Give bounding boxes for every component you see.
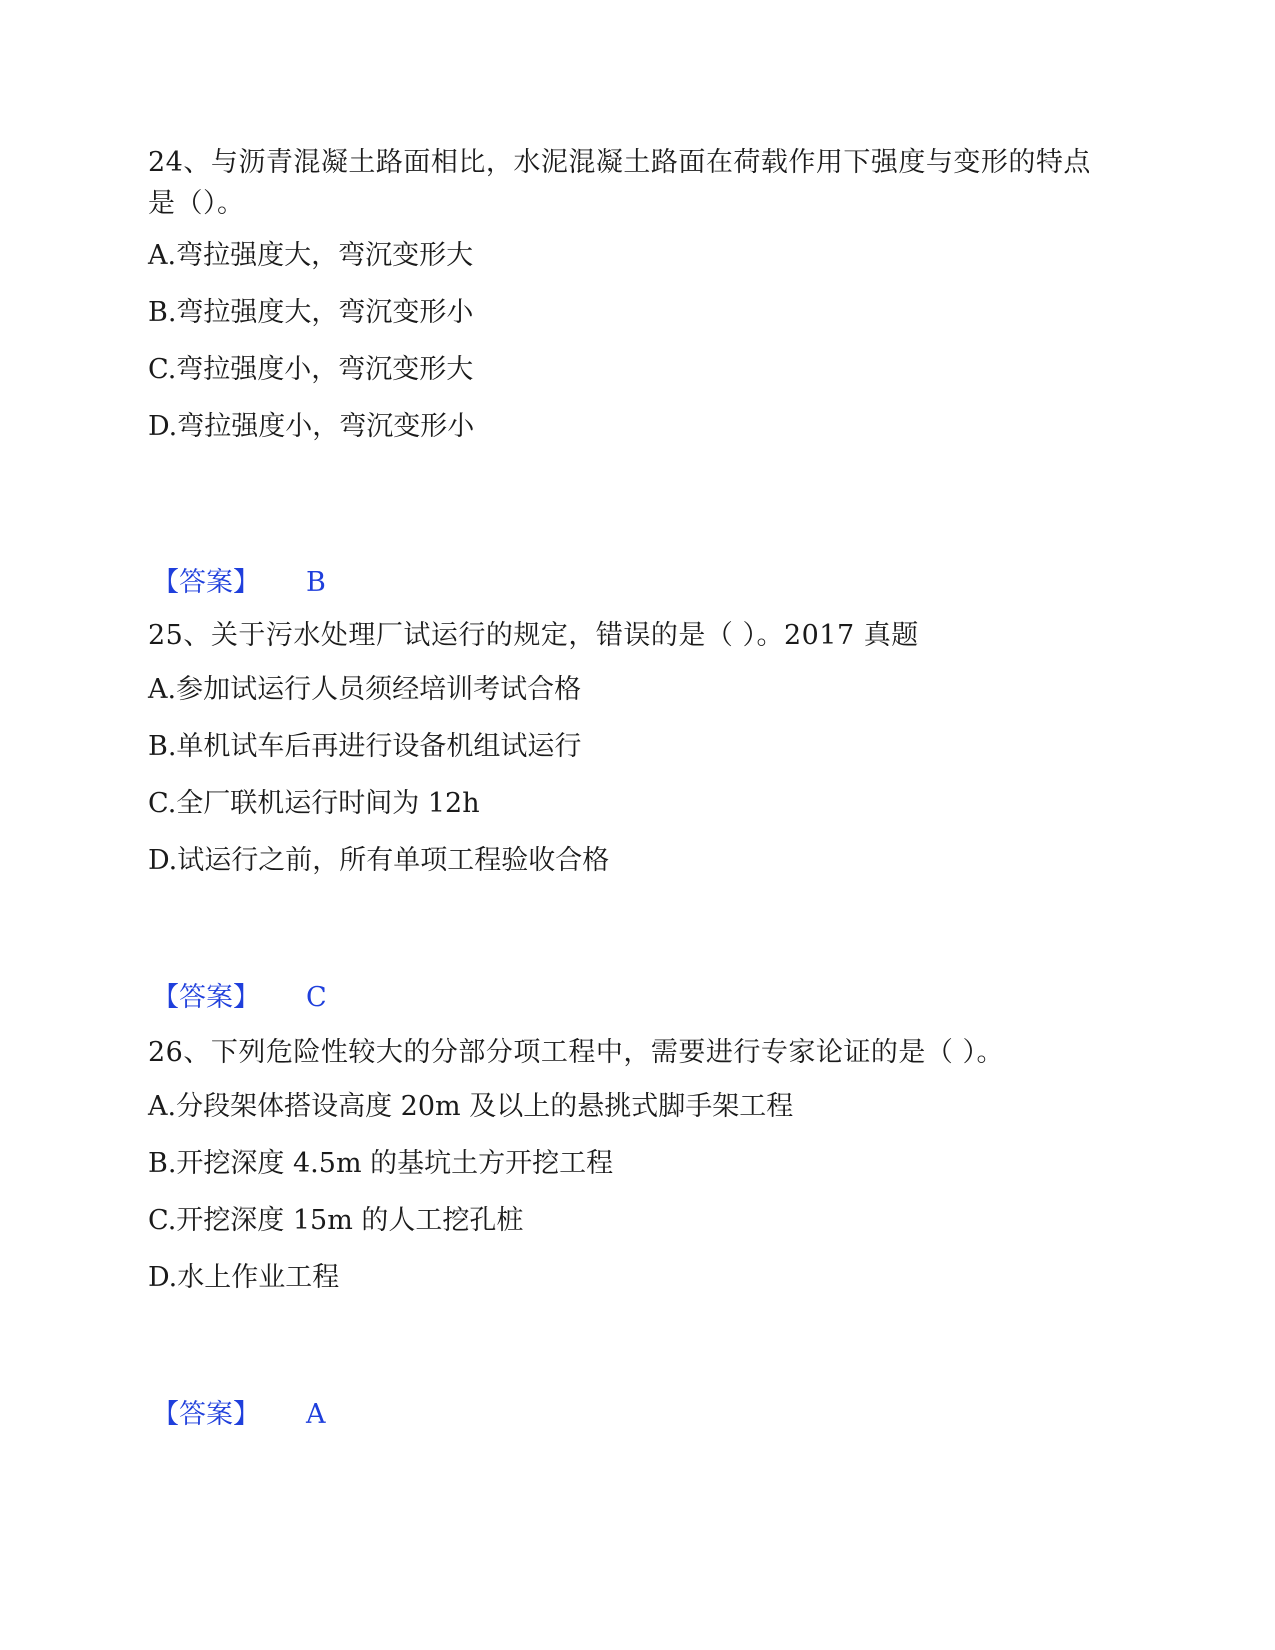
question-stem: 24、与沥青混凝土路面相比，水泥混凝土路面在荷载作用下强度与变形的特点是（）。	[148, 147, 1091, 219]
option-a: A.参加试运行人员须经培训考试合格	[148, 674, 582, 705]
option-d: D.水上作业工程	[148, 1262, 340, 1293]
option-a: A.分段架体搭设高度 20m 及以上的悬挑式脚手架工程	[148, 1091, 794, 1122]
question-stem: 25、关于污水处理厂试运行的规定，错误的是（ ）。2017 真题	[148, 620, 919, 651]
answer-label: 【答案】	[152, 567, 260, 598]
answer-26	[152, 1397, 326, 1433]
answer-value: C	[306, 982, 327, 1013]
answer-label: 【答案】	[152, 1399, 260, 1430]
answer-value: B	[306, 567, 326, 598]
option-d: D.弯拉强度小，弯沉变形小	[148, 411, 475, 442]
option-a: A.弯拉强度大，弯沉变形大	[148, 240, 474, 271]
option-b: B.单机试车后再进行设备机组试运行	[148, 731, 582, 762]
option-b: B.弯拉强度大，弯沉变形小	[148, 297, 474, 328]
option-b: B.开挖深度 4.5m 的基坑土方开挖工程	[148, 1148, 614, 1179]
option-c: C.开挖深度 15m 的人工挖孔桩	[148, 1205, 524, 1236]
option-c: C.全厂联机运行时间为 12h	[148, 788, 480, 819]
question-stem: 26、下列危险性较大的分部分项工程中，需要进行专家论证的是（ ）。	[148, 1037, 1004, 1068]
answer-24	[152, 565, 326, 601]
question-24	[148, 142, 1108, 466]
option-c: C.弯拉强度小，弯沉变形大	[148, 354, 474, 385]
option-d: D.试运行之前，所有单项工程验收合格	[148, 845, 610, 876]
question-25	[148, 615, 1108, 900]
question-26	[148, 1032, 1108, 1317]
answer-label: 【答案】	[152, 982, 260, 1013]
answer-25	[152, 980, 327, 1016]
answer-value: A	[306, 1399, 326, 1430]
